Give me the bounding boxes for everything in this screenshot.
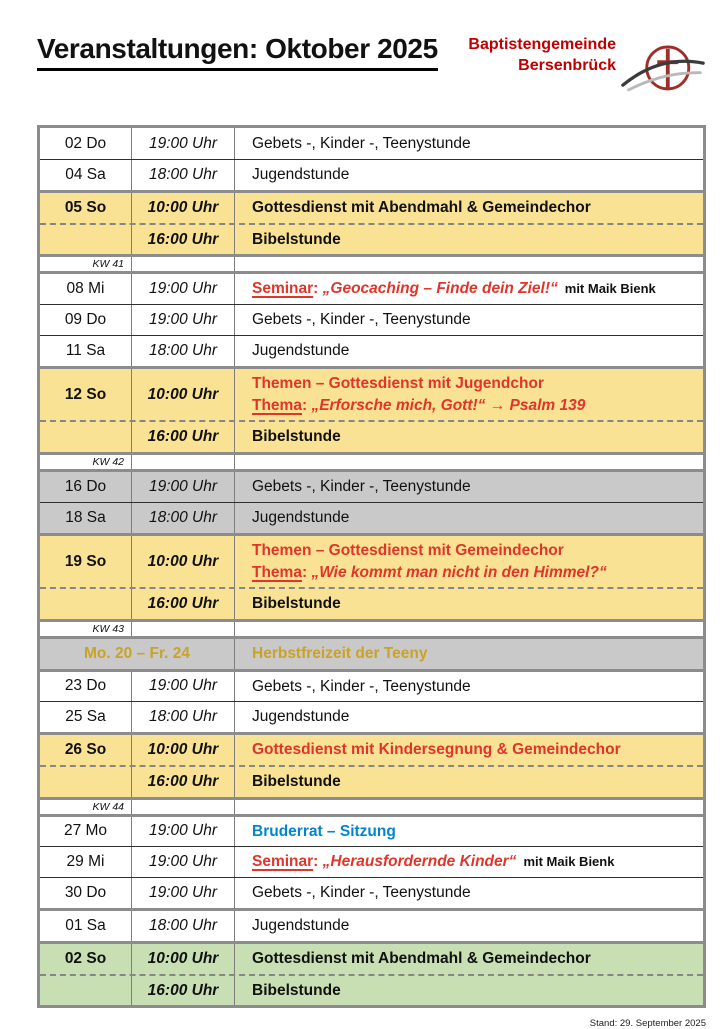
event-cell xyxy=(235,817,703,847)
events-table xyxy=(37,125,706,1008)
event-description xyxy=(252,229,695,251)
event-description xyxy=(252,676,695,698)
event-description xyxy=(252,133,695,155)
date-cell: 02 Do xyxy=(40,128,132,159)
cross-circle-logo-icon xyxy=(620,35,706,97)
event-text-segment: Themen – Gottesdienst mit Gemeindechor xyxy=(252,541,564,559)
event-cell xyxy=(235,472,703,502)
event-description xyxy=(252,164,695,186)
date-cell: 02 So xyxy=(40,944,132,974)
event-description xyxy=(252,948,695,970)
event-cell xyxy=(235,503,703,533)
time-cell: 18:00 Uhr xyxy=(132,702,235,732)
time-cell: 16:00 Uhr xyxy=(132,767,235,797)
date-cell: 27 Mo xyxy=(40,817,132,847)
event-text-segment: Jugendstunde xyxy=(252,508,350,526)
brand-line1: Baptistengemeinde xyxy=(468,36,616,53)
time-cell: 18:00 Uhr xyxy=(132,911,235,941)
week-number-row xyxy=(40,452,703,469)
event-text-segment: Herbstfreizeit der Teeny xyxy=(252,644,428,662)
time-cell: 19:00 Uhr xyxy=(132,274,235,304)
event-text-segment: Jugendstunde xyxy=(252,708,350,726)
event-text-segment: „Wie kommt man nicht in den Himmel?“ xyxy=(311,563,607,581)
event-text-segment: Bibelstunde xyxy=(252,428,341,446)
header-right xyxy=(468,33,706,97)
event-text-segment: mit Maik Bienk xyxy=(564,281,656,297)
event-row xyxy=(40,304,703,335)
event-row xyxy=(40,701,703,732)
date-cell: 19 So xyxy=(40,536,132,587)
event-description xyxy=(252,476,695,498)
event-text-segment: Gebets -, Kinder -, Teenystunde xyxy=(252,884,471,902)
event-row xyxy=(40,502,703,533)
event-cell xyxy=(235,976,703,1006)
date-cell: 23 Do xyxy=(40,672,132,702)
event-text-segment: „Herausfordernde Kinder“ xyxy=(322,853,517,871)
event-cell xyxy=(235,735,703,765)
time-cell xyxy=(132,622,235,636)
event-cell xyxy=(235,274,703,304)
event-description xyxy=(252,915,695,937)
event-text-segment: Gottesdienst mit Abendmahl & Gemeindechor xyxy=(252,950,591,967)
week-number-label: KW 41 xyxy=(92,258,124,271)
event-cell xyxy=(235,536,703,587)
event-row xyxy=(40,335,703,366)
event-description xyxy=(252,706,695,728)
multi-day-row xyxy=(40,636,703,669)
event-cell xyxy=(235,455,703,469)
event-text-segment: Bibelstunde xyxy=(252,981,341,999)
event-cell xyxy=(235,622,703,636)
time-cell xyxy=(132,800,235,814)
time-cell: 19:00 Uhr xyxy=(132,847,235,877)
event-row xyxy=(40,366,703,420)
date-cell: 30 Do xyxy=(40,878,132,908)
event-row xyxy=(40,846,703,877)
event-description xyxy=(252,821,695,843)
event-text-segment: Jugendstunde xyxy=(252,166,350,184)
time-cell: 19:00 Uhr xyxy=(132,672,235,702)
week-number-label: KW 42 xyxy=(92,456,124,469)
event-cell xyxy=(235,911,703,941)
time-cell: 18:00 Uhr xyxy=(132,503,235,533)
event-text-segment: Gebets -, Kinder -, Teenystunde xyxy=(252,478,471,496)
event-description xyxy=(252,643,695,665)
event-description xyxy=(252,739,695,761)
week-number-label: KW 44 xyxy=(92,800,124,813)
week-number-cell xyxy=(40,257,132,271)
week-number-row xyxy=(40,797,703,814)
event-text-segment: Gottesdienst mit Kindersegnung & Gemeindechor xyxy=(252,741,621,759)
event-row xyxy=(40,941,703,974)
event-cell xyxy=(235,257,703,271)
event-row xyxy=(40,732,703,765)
event-cell xyxy=(235,944,703,974)
date-cell: 16 Do xyxy=(40,472,132,502)
event-text-segment: Bruderrat – Sitzung xyxy=(252,822,396,840)
event-text-segment: Bibelstunde xyxy=(252,595,341,613)
date-cell: 18 Sa xyxy=(40,503,132,533)
time-cell: 18:00 Uhr xyxy=(132,336,235,366)
time-cell: 10:00 Uhr xyxy=(132,193,235,223)
date-cell: 01 Sa xyxy=(40,911,132,941)
time-cell xyxy=(132,257,235,271)
time-cell: 19:00 Uhr xyxy=(132,128,235,159)
event-cell xyxy=(235,369,703,420)
document-date-stamp: Stand: 29. September 2025 xyxy=(589,1018,706,1029)
time-cell: 19:00 Uhr xyxy=(132,817,235,847)
time-cell: 10:00 Uhr xyxy=(132,536,235,587)
event-cell xyxy=(235,847,703,877)
event-text-segment: Seminar xyxy=(252,853,314,871)
event-text-segment: Seminar xyxy=(252,280,314,298)
event-cell xyxy=(235,672,703,702)
time-cell: 16:00 Uhr xyxy=(132,225,235,255)
event-description xyxy=(252,593,695,615)
time-cell: 19:00 Uhr xyxy=(132,305,235,335)
event-description xyxy=(252,771,695,793)
event-row xyxy=(40,765,703,797)
event-cell xyxy=(235,160,703,190)
event-cell xyxy=(235,193,703,223)
event-description xyxy=(252,197,695,219)
event-text-segment: Jugendstunde xyxy=(252,342,350,360)
event-description xyxy=(252,882,695,904)
event-text-segment: Themen – Gottesdienst mit Jugendchor xyxy=(252,375,544,393)
event-row xyxy=(40,533,703,587)
event-row xyxy=(40,190,703,223)
date-cell: 29 Mi xyxy=(40,847,132,877)
event-text-segment: „Geocaching – Finde dein Ziel!“ xyxy=(322,280,558,298)
event-cell xyxy=(235,767,703,797)
date-cell: 26 So xyxy=(40,735,132,765)
event-row xyxy=(40,877,703,908)
event-row xyxy=(40,669,703,702)
time-cell: 16:00 Uhr xyxy=(132,976,235,1006)
time-cell: 18:00 Uhr xyxy=(132,160,235,190)
date-cell: 09 Do xyxy=(40,305,132,335)
week-number-row xyxy=(40,254,703,271)
event-cell xyxy=(235,800,703,814)
event-text-segment: : xyxy=(313,280,323,298)
event-cell xyxy=(235,702,703,732)
time-cell: 10:00 Uhr xyxy=(132,735,235,765)
event-row xyxy=(40,128,703,159)
event-row xyxy=(40,814,703,847)
event-row xyxy=(40,223,703,255)
event-text-segment: mit Maik Bienk xyxy=(523,854,615,870)
event-description xyxy=(252,309,695,331)
date-cell: 12 So xyxy=(40,369,132,420)
time-cell: 19:00 Uhr xyxy=(132,472,235,502)
event-description xyxy=(252,373,695,416)
date-cell xyxy=(40,589,132,619)
event-cell xyxy=(235,422,703,452)
event-row xyxy=(40,587,703,619)
date-cell xyxy=(40,422,132,452)
event-cell xyxy=(235,589,703,619)
event-cell xyxy=(235,305,703,335)
time-cell xyxy=(132,455,235,469)
event-text-segment: Jugendstunde xyxy=(252,917,350,935)
date-cell: 08 Mi xyxy=(40,274,132,304)
brand-name xyxy=(468,35,616,77)
event-row xyxy=(40,420,703,452)
event-cell xyxy=(235,225,703,255)
date-cell: 04 Sa xyxy=(40,160,132,190)
event-text-segment: Thema xyxy=(252,563,302,581)
date-cell: 25 Sa xyxy=(40,702,132,732)
time-cell: 16:00 Uhr xyxy=(132,422,235,452)
date-cell xyxy=(40,767,132,797)
time-cell: 19:00 Uhr xyxy=(132,878,235,908)
event-cell xyxy=(235,128,703,159)
event-cell xyxy=(235,878,703,908)
time-cell: 16:00 Uhr xyxy=(132,589,235,619)
event-text-segment: : xyxy=(301,563,312,581)
week-number-label: KW 43 xyxy=(92,622,124,635)
time-cell: 10:00 Uhr xyxy=(132,944,235,974)
week-number-cell xyxy=(40,455,132,469)
event-text-segment: : xyxy=(301,396,312,414)
event-text-segment: Gebets -, Kinder -, Teenystunde xyxy=(252,134,471,152)
event-description xyxy=(252,980,695,1002)
week-number-cell xyxy=(40,800,132,814)
event-description xyxy=(252,507,695,529)
event-description xyxy=(252,540,695,583)
event-text-segment: Thema xyxy=(252,396,302,414)
date-cell xyxy=(40,976,132,1006)
event-description xyxy=(252,278,695,300)
time-cell: 10:00 Uhr xyxy=(132,369,235,420)
event-description xyxy=(252,340,695,362)
week-number-cell xyxy=(40,622,132,636)
week-number-row xyxy=(40,619,703,636)
event-text-segment: Gottesdienst mit Abendmahl & Gemeindechor xyxy=(252,199,591,216)
event-text-segment: Gebets -, Kinder -, Teenystunde xyxy=(252,677,471,695)
event-cell xyxy=(235,639,703,669)
date-cell: 11 Sa xyxy=(40,336,132,366)
event-text-segment: Bibelstunde xyxy=(252,230,341,248)
event-row xyxy=(40,271,703,304)
event-text-segment: Bibelstunde xyxy=(252,772,341,790)
event-row xyxy=(40,159,703,190)
event-description xyxy=(252,426,695,448)
date-cell: 05 So xyxy=(40,193,132,223)
event-cell xyxy=(235,336,703,366)
date-cell xyxy=(40,225,132,255)
event-description xyxy=(252,851,695,873)
header xyxy=(37,33,706,97)
event-text-segment: Gebets -, Kinder -, Teenystunde xyxy=(252,311,471,329)
page-title: Veranstaltungen: Oktober 2025 xyxy=(37,33,438,71)
date-range-cell: Mo. 20 – Fr. 24 xyxy=(40,639,235,669)
brand-line2: Bersenbrück xyxy=(518,56,616,74)
event-text-segment: : xyxy=(313,853,323,871)
event-row xyxy=(40,908,703,941)
event-text-segment: „Erforsche mich, Gott!“ → Psalm 139 xyxy=(311,396,586,414)
event-row xyxy=(40,469,703,502)
event-row xyxy=(40,974,703,1006)
